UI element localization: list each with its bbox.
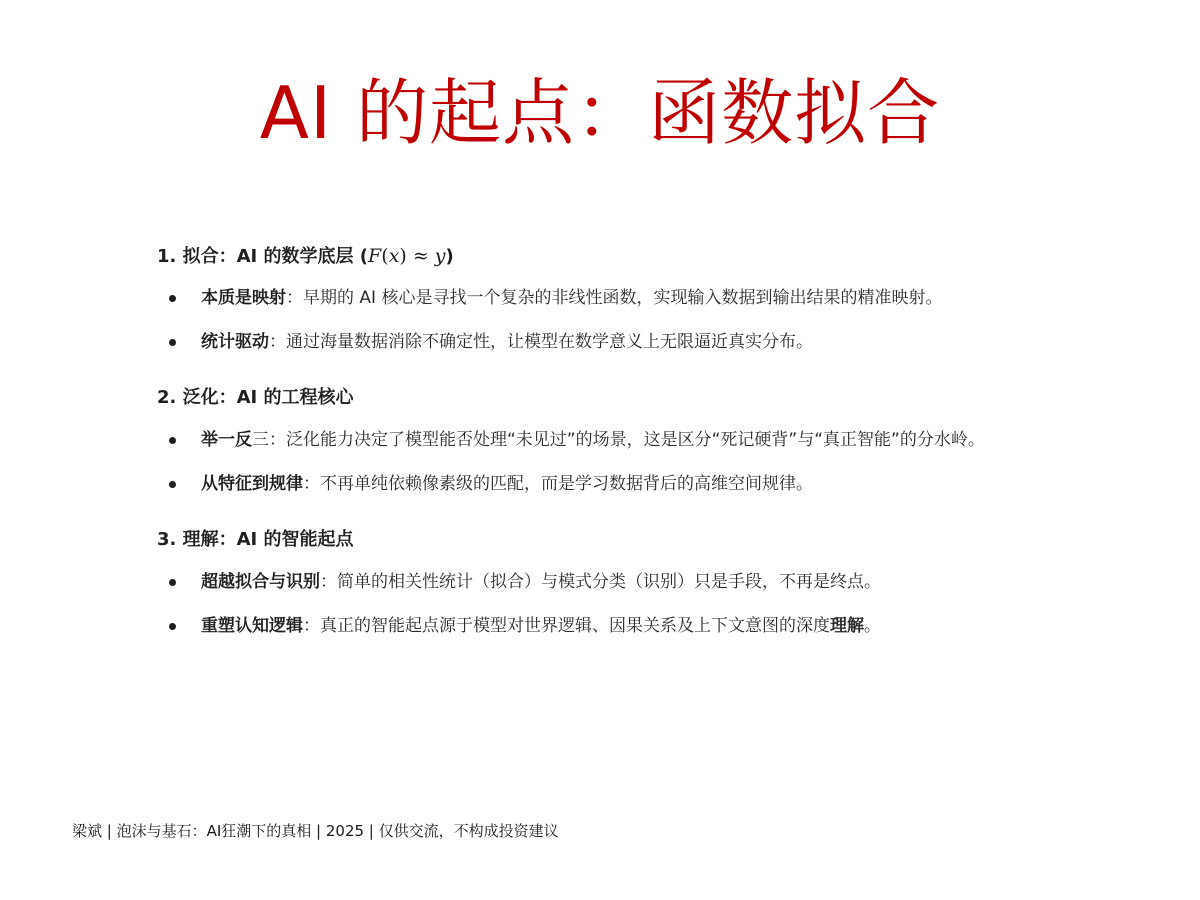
bullet-text: ：早期的 AI 核心是寻找一个复杂的非线性函数，实现输入数据到输出结果的精准映射。 xyxy=(286,288,943,308)
section-fitting xyxy=(157,238,1037,358)
section-heading: 2. 泛化：AI 的工程核心 xyxy=(157,387,354,408)
formula-paren-close: ) xyxy=(399,245,407,267)
bullet-dot-icon xyxy=(169,437,176,444)
list-item xyxy=(157,424,1037,456)
formula-paren-open: ( xyxy=(381,245,389,267)
heading-close: ) xyxy=(445,246,454,267)
slide-title: AI 的起点：函数拟合 xyxy=(259,71,941,155)
bullet-dot-icon xyxy=(169,295,176,302)
section-generalization xyxy=(157,380,1037,500)
bullet-term: 举一反 xyxy=(201,430,252,450)
bullet-dot-icon xyxy=(169,623,176,630)
bullet-dot-icon xyxy=(169,481,176,488)
bullet-term: 统计驱动 xyxy=(201,332,269,352)
bullet-dot-icon xyxy=(169,579,176,586)
list-item xyxy=(157,326,1037,358)
bullet-list xyxy=(157,566,1037,642)
bullet-text: ：真正的智能起点源于模型对世界逻辑、因果关系及上下文意图的深度 xyxy=(303,616,830,636)
formula-F: F xyxy=(368,245,382,267)
bullet-end: 。 xyxy=(864,616,881,636)
bullet-list xyxy=(157,282,1037,358)
bullet-text: ：简单的相关性统计（拟合）与模式分类（识别）只是手段，不再是终点。 xyxy=(320,572,881,592)
section-understanding xyxy=(157,522,1037,642)
section-heading xyxy=(157,238,1037,274)
bullet-dot-icon xyxy=(169,339,176,346)
list-item xyxy=(157,468,1037,500)
bullet-emphasis: 理解 xyxy=(830,616,864,636)
bullet-term: 超越拟合与识别 xyxy=(201,572,320,592)
bullet-text: ：不再单纯依赖像素级的匹配，而是学习数据背后的高维空间规律。 xyxy=(303,474,813,494)
bullet-term: 重塑认知逻辑 xyxy=(201,616,303,636)
formula-approx: ≈ xyxy=(406,245,435,267)
list-item xyxy=(157,566,1037,598)
bullet-list xyxy=(157,424,1037,500)
section-heading: 3. 理解：AI 的智能起点 xyxy=(157,529,354,550)
formula xyxy=(368,245,445,267)
slide-footer: 梁斌 | 泡沫与基石：AI狂潮下的真相 | 2025 | 仅供交流，不构成投资建议 xyxy=(72,822,559,840)
formula-x: x xyxy=(388,245,400,267)
list-item xyxy=(157,282,1037,314)
bullet-term-rest: 三 xyxy=(252,430,269,450)
bullet-term: 本质是映射 xyxy=(201,288,286,308)
list-item xyxy=(157,610,1037,642)
heading-text: 1. 拟合：AI 的数学底层 ( xyxy=(157,246,369,267)
bullet-term: 从特征到规律 xyxy=(201,474,303,494)
slide-content xyxy=(157,238,1037,664)
formula-y: y xyxy=(434,245,446,267)
bullet-text: ：通过海量数据消除不确定性，让模型在数学意义上无限逼近真实分布。 xyxy=(269,332,813,352)
bullet-text: ：泛化能力决定了模型能否处理“未见过”的场景，这是区分“死记硬背”与“真正智能”的分水岭。 xyxy=(269,430,985,450)
